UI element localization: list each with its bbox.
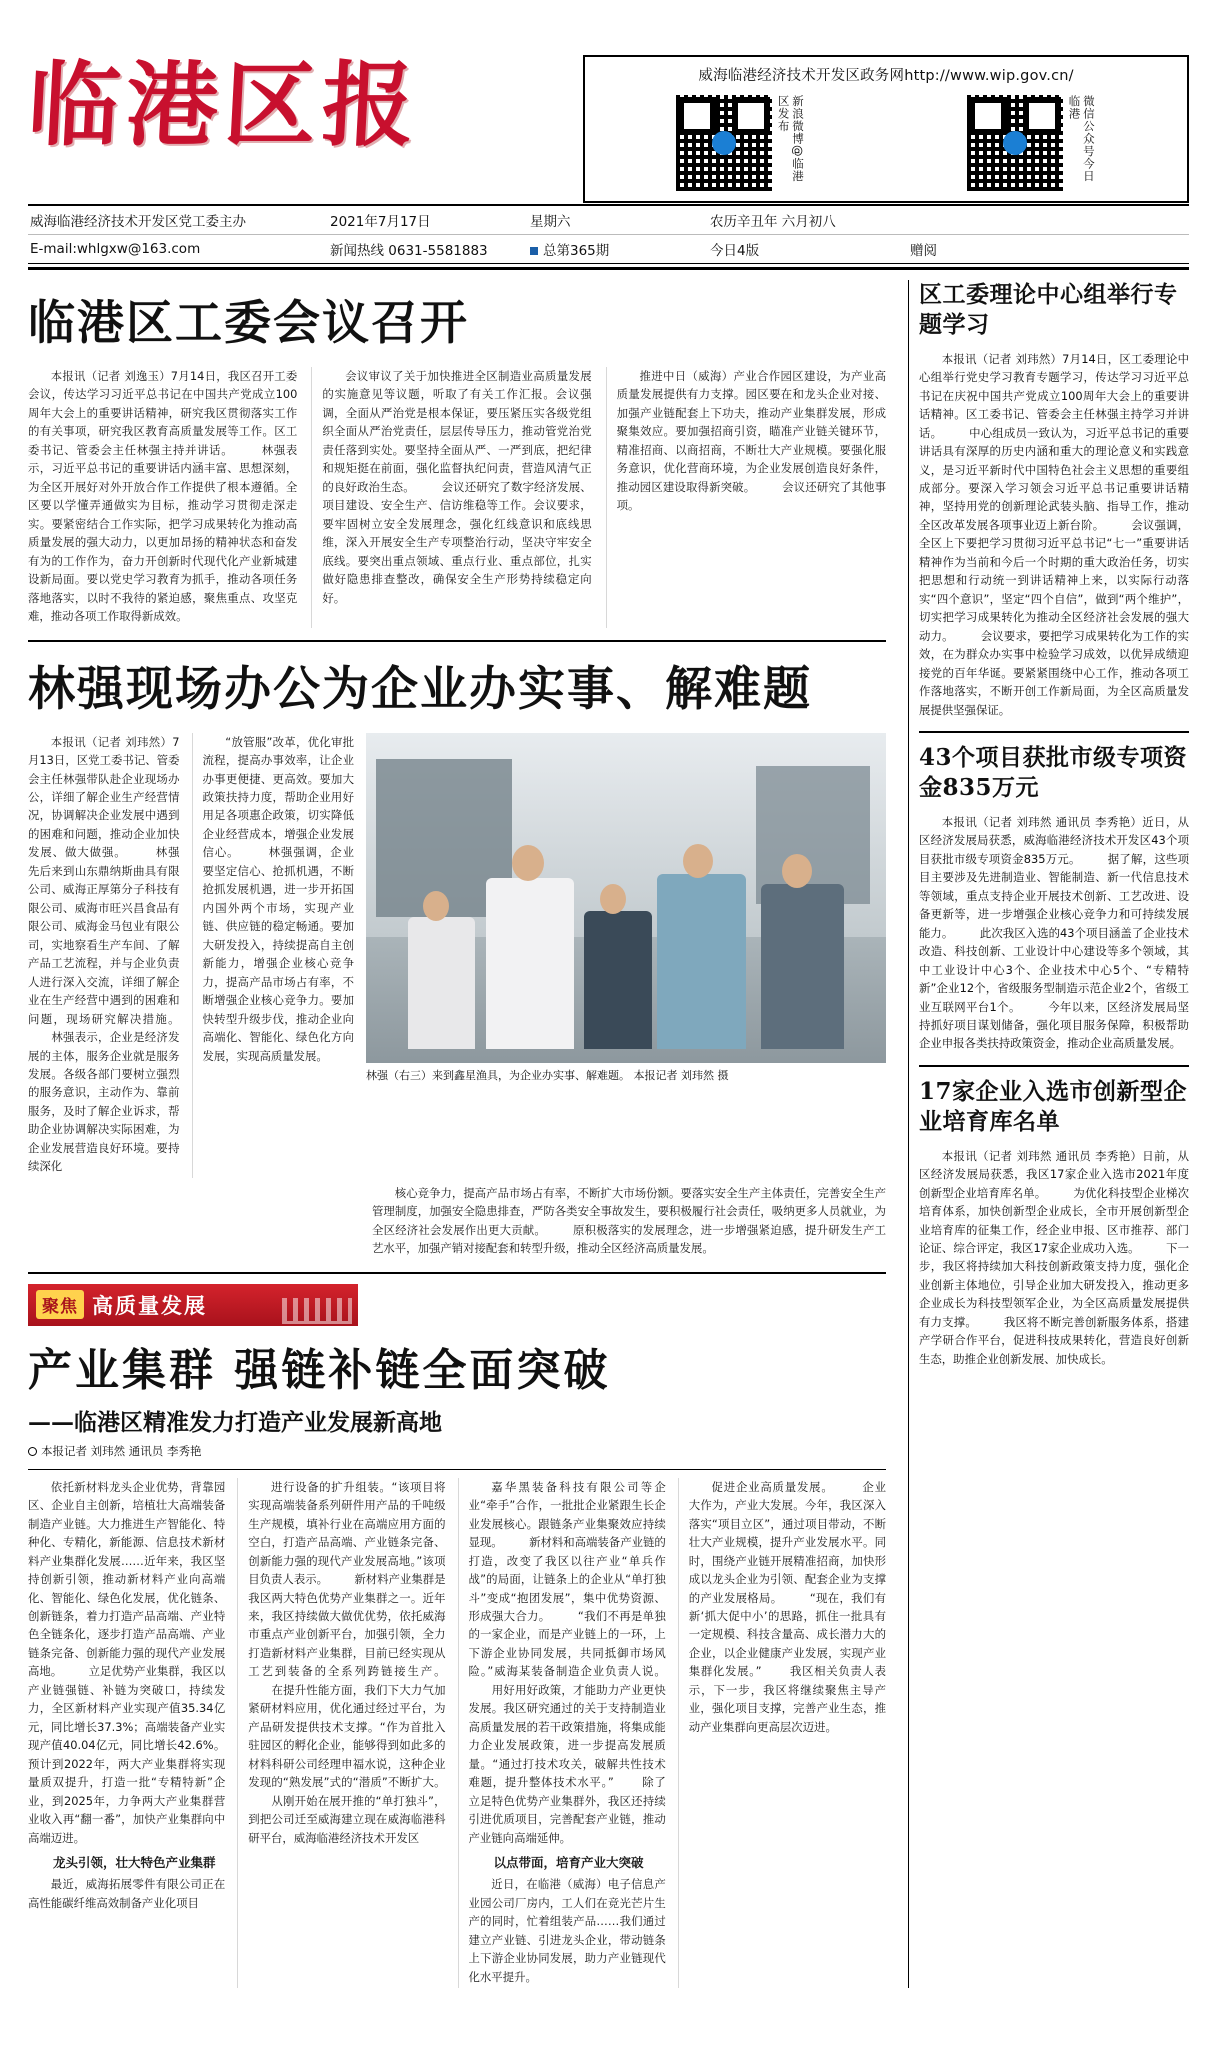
weekday: 星期六 bbox=[530, 214, 571, 230]
left-column-zone bbox=[28, 280, 898, 1988]
story2-col-3 bbox=[28, 1184, 360, 1260]
story3-banner bbox=[28, 1284, 358, 1326]
story3-subsection-1-title: 龙头引领，壮大特色产业集群 bbox=[53, 1855, 216, 1871]
story3-col-1: 依托新材料龙头企业优势，背靠园区、企业自主创新，培植壮大高端装备制造产业链。大力推进生产智能化、特种化、专精化，新能源、信息技术新材料产业集群化发展……近年来，我区坚持创新引领，推动新材料产业向高端化、智能化、绿色化发展，优化链条、创新链条，着力打造产品高端、产业特色全链条化，逐步打造产品高端、产业链条完备、创新能力强的现代产业发展高地。 立足优势产业集群，我区以产业链强链、补链为突破口，持续发力，全区新材料产业实现产值35.34亿元，同比增长37.3%；高端装备产业实现产值40.04亿元，同比增长42.6%。预计到2022年，两大产业集群将实现量质双提升，打造一批“专精特新”企业，到2025年，力争两大产业集群营业收入再“翻一番”，加快产业集群向中高端迈进。 龙头引领，壮大特色产业集群 最近，威海拓展零件有限公司正在高性能碳纤维高效制备产业化项目 bbox=[28, 1479, 226, 1910]
story1-col-3: 推进中日（威海）产业合作园区建设，为产业高质量发展提供有力支撑。园区要在和龙头企业对接、加强产业链配套上下功夫，推动产业集群发展，形成聚集效应。要加强招商引资，瞄准产业链关键环节，精准招商、以商招商，不断壮大产业规模。要强化服务意识，优化营商环境，为企业发展创造良好条件，推动园区建设取得新突破。 会议还研究了其他事项。 bbox=[606, 367, 886, 628]
masthead-infobar bbox=[28, 204, 1189, 264]
wechat-qr-item[interactable] bbox=[967, 95, 1096, 191]
hotline-text: 新闻热线 0631-5581883 bbox=[330, 243, 488, 259]
vertical-rule bbox=[908, 280, 909, 1988]
right-divider-2 bbox=[919, 1065, 1189, 1067]
newspaper-logo bbox=[25, 51, 555, 159]
story2-headline: 林强现场办公为企业办实事、解难题 bbox=[28, 661, 812, 717]
gov-qr-box bbox=[583, 55, 1189, 203]
weibo-qr-icon bbox=[676, 95, 772, 191]
story3-banner-row bbox=[28, 1284, 886, 1326]
right-story3-body: 本报讯（记者 刘玮然 通讯员 李秀艳）日前，从区经济发展局获悉，我区17家企业入选市2021年度创新型企业培育库名单。 为优化科技型企业梯次培育体系，加快创新型企业成长，全市开展创新型企业培育库的征集工作，经企业申报、区市推荐、部门论证、综合评定，我区17家企业成功入选。 下一步，我区将持续加大科技创新政策支持力度，强化企业创新主体地位，引导企业加大研发投入，推动更多企业成长为科技型领军企业，为全区高质量发展提供有力支撑。 我区将不断完善创新服务体系，搭建产学研合作平台，促进科技成果转化，营造良好创新生态，助推企业创新发展、加快成长。 bbox=[918, 1148, 1189, 1366]
newspaper-title: 临港区报 bbox=[25, 51, 423, 159]
right-story-theory-group bbox=[919, 280, 1189, 719]
story2-photo bbox=[366, 733, 886, 1063]
weibo-qr-label: 新浪微博@临港区发布 bbox=[776, 94, 805, 182]
right-story-43-projects bbox=[919, 743, 1189, 1053]
free-label: 赠阅 bbox=[910, 243, 937, 259]
masthead bbox=[25, 0, 1189, 200]
story1-col-1: 本报讯（记者 刘逸玉）7月14日，我区召开工委会议，传达学习习近平总书记在中国共产党成立100周年大会上的重要讲话精神，研究我区贯彻落实工作的有关事项，研究我区教育高质量发展等工作。区工委书记、管委会主任林强主持并讲话。 林强表示，习近平总书记的重要讲话内涵丰富、思想深刻，为全区开展好对外开放合作工作提供了根本遵循。全区要以学懂弄通做实为目标，推动学习贯彻走深走实。要紧密结合工作实际，把学习成果转化为推动高质量发展的强大动力，以更加昂扬的精神状态和奋发有为的工作作为，奋力开创新时代现代化产业新城建设新局面。要以党史学习教育为抓手，推动各项任务落地落实，以时不我待的紧迫感，聚焦重点、攻坚克难，推动各项工作取得新成效。 bbox=[28, 369, 298, 624]
story3-banner-text: 高质量发展 bbox=[92, 1292, 207, 1318]
wechat-qr-icon bbox=[967, 95, 1063, 191]
story3-byline: 本报记者 刘玮然 通讯员 李秀艳 bbox=[28, 1443, 886, 1459]
story1-headline: 临港区工委会议召开 bbox=[28, 296, 469, 351]
story3-rule bbox=[28, 1469, 886, 1470]
masthead-bottom-rule bbox=[28, 267, 1189, 270]
story-industry-cluster bbox=[28, 1284, 886, 1988]
right-story3-headline: 17家企业入选市创新型企业培育库名单 bbox=[918, 1077, 1187, 1136]
story1-col-2: 会议审议了关于加快推进全区制造业高质量发展的实施意见等议题，听取了有关工作汇报。会议强调，全面从严治党是根本保证，要压紧压实各级党组织全面从严治党责任，层层传导压力，推动管党治党责任落到实处。要坚持全面从严、一严到底，把纪律和规矩挺在前面，强化监督执纪问责，营造风清气正的良好政治生态。 会议还研究了数字经济发展、项目建设、安全生产、信访维稳等工作。会议要求，要牢固树立安全发展理念，强化红线意识和底线思维，深入开展安全生产专项整治行动，坚决守牢安全底线。要突出重点领域、重点行业、重点部位，扎实做好隐患排查整改，确保安全生产形势持续稳定向好。 bbox=[311, 367, 591, 628]
issue-square-icon bbox=[530, 247, 538, 255]
story3-headline: 产业集群 强链补链全面突破 bbox=[28, 1344, 611, 1396]
story3-subsection-2-title: 以点带面，培育产业大突破 bbox=[493, 1855, 644, 1871]
story3-col-2: 进行设备的扩升组装。“该项目将实现高端装备系列研件用产品的千吨级生产规模，填补行业在高端应用方面的空白，打造产品高端、产业链条完备、创新能力强的现代产业发展高地。”该项目负责人表示。 新材料产业集群是我区两大特色优势产业集群之一。近年来，我区持续做大做优优势，依托威海市重点产业创新平台，加强引领，全力打造新材料产业集群，目前已经实现从工艺到装备的全系列跨链接生产。 在提升性能方面，我们下大力气加紧研材料应用，优化通过经过平台，为产品研发提供技术支撑。“作为首批入驻园区的孵化企业，能够得到如此多的材料科研公司经理申福水说，这种企业发现的“熟发展”式的“潜质”不断扩大。 从刚开始在展开推的“单打独斗”，到把公司迁至威海建立现在威海临港科研平台，威海临港经济技术开发区 bbox=[237, 1478, 445, 1988]
weibo-qr-item[interactable] bbox=[676, 95, 805, 191]
story3-banner-seal: 聚焦 bbox=[36, 1290, 84, 1319]
gov-website-url: 威海临港经济技术开发区政务网http://www.wip.gov.cn/ bbox=[698, 68, 1074, 84]
publish-date: 2021年7月17日 bbox=[330, 214, 431, 230]
story2-photo-caption: 林强（右三）来到鑫星渔具，为企业办实事、解难题。 本报记者 刘玮然 摄 bbox=[366, 1068, 729, 1082]
issue-number: 总第365期 bbox=[530, 239, 710, 259]
page-count: 今日4版 bbox=[710, 243, 760, 259]
bullet-icon bbox=[28, 1447, 37, 1456]
right-divider-1 bbox=[919, 731, 1189, 733]
story2-col-1: 本报讯（记者 刘玮然）7月13日，区党工委书记、管委会主任林强带队赴企业现场办公，详细了解企业生产经营情况，协调解决企业发展中遇到的困难和问题，推动企业加快发展、做大做强。 林强先后来到山东鼎纳斯曲具有限公司、威海正厚第分子科技有限公司、威海市旺兴昌食品有限公司、威海金马包业有限公司，实地察看生产车间、了解产品工艺流程，并与企业负责人进行深入交流，详细了解企业在生产经营中遇到的困难和问题，现场研究解决措施。 林强表示，企业是经济发展的主体，服务企业就是服务发展。各级各部门要树立强烈的服务意识，主动作为、靠前服务，及时了解企业诉求，帮助企业协调解决实际困难，为企业发展营造良好环境。要持续深化 bbox=[28, 734, 180, 1174]
right-column-zone bbox=[919, 280, 1189, 1988]
wechat-qr-label: 微信公众号今日临港 bbox=[1067, 94, 1096, 182]
right-story2-body: 本报讯（记者 刘玮然 通讯员 李秀艳）近日，从区经济发展局获悉，威海临港经济技术开发区43个项目获批市级专项资金835万元。 据了解，这些项目主要涉及先进制造业、智能制造、新一代信息技术等领域，重点支持企业开展技术创新、工艺改进、设备更新等，进一步增强企业核心竞争力和可持续发展能力。 此次我区入选的43个项目涵盖了企业技术改造、科技创新、工业设计中心建设等多个领域，其中工业设计中心3个、企业技术中心5个、“专精特新”企业12个，省级服务型制造示范企业2个，省级工业互联网平台1个。 今年以来，区经济发展局坚持抓好项目谋划储备，强化项目服务保障，积极帮助企业申报各类扶持政策资金，推动企业高质量发展。 bbox=[918, 814, 1189, 1051]
story1-story2-divider bbox=[28, 640, 886, 642]
page-content bbox=[28, 280, 1189, 1988]
publisher-text: 威海临港经济技术开发区党工委主办 bbox=[30, 214, 246, 230]
story3-col-4: 促进企业高质量发展。 企业大作为，产业大发展。今年，我区深入落实“项目立区”，通过项目带动，不断壮大产业规模，提升产业发展水平。同时，围绕产业链开展精准招商，加快形成以龙头企业为引领、配套企业为支撑的产业发展格局。 “现在，我们有新‘抓大促中小’的思路，抓住一批具有一定规模、科技含量高、成长潜力大的企业，以企业健康产业发展，实现产业集群化发展。” 我区相关负责人表示，下一步，我区将继续聚焦主导产业，强化项目支撑，完善产业生态，推动产业集群向更高层次迈进。 bbox=[678, 1478, 886, 1988]
story3-subhead: ——临港区精准发力打造产业发展新高地 bbox=[28, 1408, 442, 1436]
skyline-icon bbox=[282, 1298, 352, 1324]
story2-col-2: “放管服”改革，优化审批流程，提高办事效率，让企业办事更便捷、更高效。要加大政策扶持力度，帮助企业用好用足各项惠企政策，切实降低企业经营成本，增强企业发展信心。 林强强调，企业要坚定信心、抢抓机遇，不断抢抓发展机遇，进一步开拓国内国外两个市场，实现产业链、供应链的稳定畅通。要加大研发投入，持续提高自主创新能力，增强企业核心竞争力，提高产品市场占有率，不断增强企业核心竞争力。要加快转型升级步伐，推动企业向高端化、智能化、绿色化方向发展，实现高质量发展。 bbox=[192, 733, 355, 1178]
story2-col-4: 核心竞争力，提高产品市场占有率，不断扩大市场份额。要落实安全生产主体责任，完善安全生产管理制度，加强安全隐患排查，严防各类安全事故发生，要积极履行社会责任，吸纳更多人员就业，为全区经济社会发展作出更大贡献。 原积极落实的发展理念，进一步增强紧迫感，提升研发生产工艺水平，加强产销对接配套和转型升级，推动全区经济高质量发展。 bbox=[372, 1185, 886, 1256]
story2-story3-divider bbox=[28, 1272, 886, 1274]
right-story1-body: 本报讯（记者 刘玮然）7月14日，区工委理论中心组举行党史学习教育专题学习，传达学习习近平总书记在庆祝中国共产党成立100周年大会上的重要讲话精神。区工委书记、管委会主任林强主持学习并讲话。 中心组成员一致认为，习近平总书记的重要讲话具有深厚的历史内涵和重大的理论意义和实践意义，是习近平新时代中国特色社会主义思想的重要组成部分。要深入学习领会习近平总书记重要讲话精神，坚持用党的创新理论武装头脑、指导工作，推动全区改革发展各项事业迈上新台阶。 会议强调，全区上下要把学习贯彻习近平总书记“七一”重要讲话精神作为当前和今后一个时期的重大政治任务，切实把思想和行动统一到讲话精神上来，以实际行动落实“四个意识”，坚定“四个自信”，做到“两个维护”，切实把学习成果转化为推动全区经济社会发展的强大动力。 会议要求，要把学习成果转化为工作的实效，在为群众办实事中检验学习成效，以优异成绩迎接党的百年华诞。要紧紧围绕中心工作，推动各项工作落地落实，不断开创工作新局面，为全区高质量发展提供坚强保证。 bbox=[918, 351, 1189, 717]
right-story-17-enterprises bbox=[919, 1077, 1189, 1368]
story-linqiang-onsite bbox=[28, 652, 886, 1260]
story3-col-3: 嘉华黑装备科技有限公司等企业“牵手”合作，一批批企业紧跟生长企业发展核心。跟链条产业集聚效应持续显现。 新材料和高端装备产业链的打造，改变了我区以往产业“单兵作战”的局面，让链条上的企业从“单打独斗”变成“抱团发展”，集中优势资源、形成强大合力。 “我们不再是单独的一家企业，而是产业链上的一环，上下游企业协同发展，共同抵御市场风险。”威海某装备制造企业负责人说。 用好用好政策，才能助力产业更快发展。我区研究通过的关于支持制造业高质量发展的若干政策措施，将集成能力企业发展政策，进一步提高发展质量。“通过打技术攻关，破解共性技术难题，提升整体技术水平。” 除了立足特色优势产业集群外，我区还持续引进优质项目，完善配套产业链，推动产业链向高端延伸。 以点带面，培育产业大突破 近日，在临港（威海）电子信息产业园公司厂房内，工人们在竞光芒片生产的同时，忙着组装产品……我们通过建立产业链、引进龙头企业，带动链条上下游企业协同发展，助力产业链现代化水平提升。 bbox=[458, 1478, 666, 1988]
right-story2-headline: 43个项目获批市级专项资金835万元 bbox=[918, 744, 1187, 802]
lunar-date: 农历辛丑年 六月初八 bbox=[710, 214, 836, 230]
story-gongwei-meeting bbox=[28, 286, 886, 628]
right-story1-headline: 区工委理论中心组举行专题学习 bbox=[918, 281, 1178, 339]
email-text: E-mail:whlgxw@163.com bbox=[30, 241, 201, 257]
